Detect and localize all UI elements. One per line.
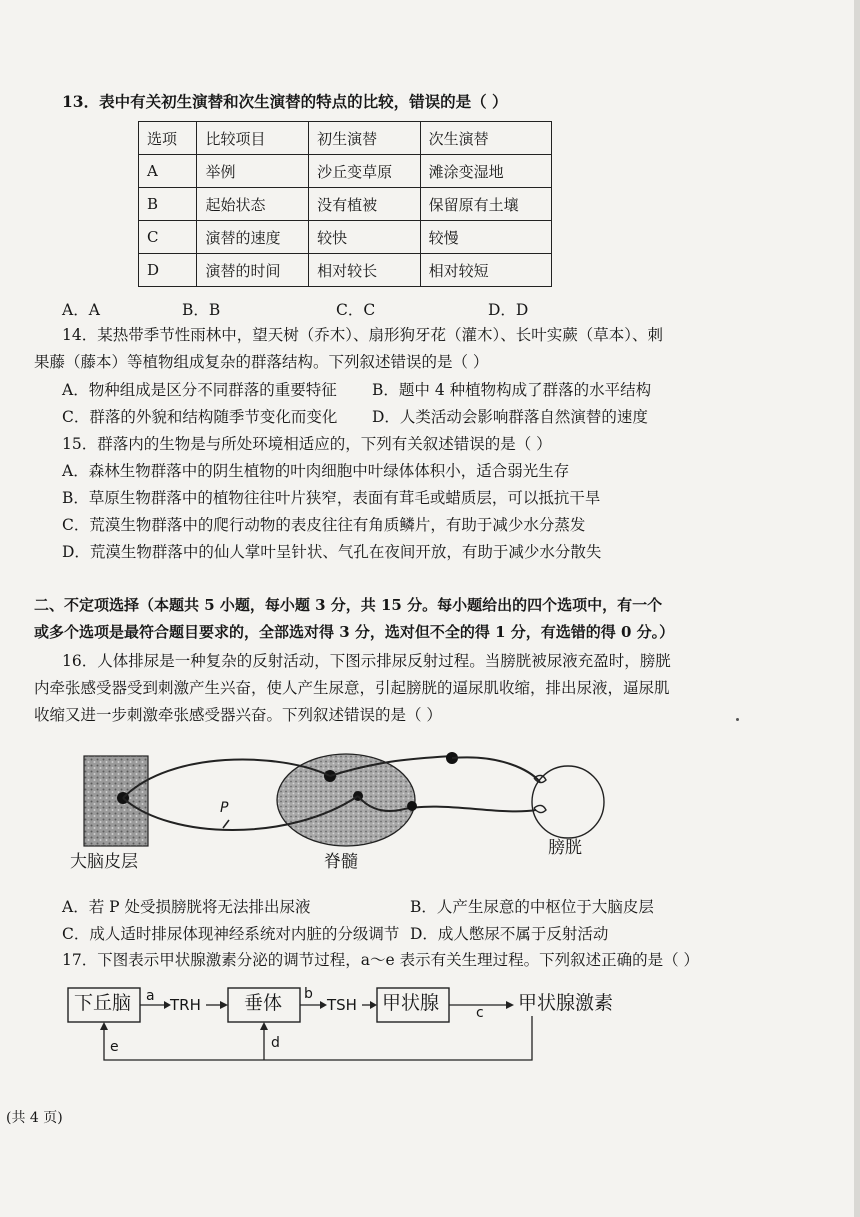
q16-stem-line1: 16．人体排尿是一种复杂的反射活动，下图示排尿反射过程。当膀胱被尿液充盈时，膀胱 [62,652,671,670]
p-label: P [220,800,229,816]
q14-option-d: D．人类活动会影响群落自然演替的速度 [372,408,648,426]
table-header-row [139,122,552,155]
table-header-cell: 选项 [139,122,197,155]
label-e: e [110,1039,119,1055]
scan-edge [854,0,860,1217]
q13-stem: 13．表中有关初生演替和次生演替的特点的比较，错误的是（ ） [62,92,508,111]
q16-option-b: B．人产生尿意的中枢位于大脑皮层 [410,898,654,916]
table-cell: 相对较短 [420,254,551,287]
q13-option-a: A．A [62,301,100,319]
q14-stem-line2: 果藤（藤本）等植物组成复杂的群落结构。下列叙述错误的是（ ） [34,353,489,371]
table-row [139,221,552,254]
table-cell: D [139,254,197,287]
q16-option-d: D．成人憋尿不属于反射活动 [410,925,609,943]
arrow-b-head [320,1001,327,1009]
q15-option-a: A．森林生物群落中的阴生植物的叶肉细胞中叶绿体体积小，适合弱光生存 [62,462,570,480]
page-footer: (共 4 页) [6,1110,63,1126]
arrow-tsh-head [370,1001,377,1009]
arrow-trh-head [220,1001,228,1009]
afferent-ganglion [407,801,417,811]
table-cell: 演替的速度 [197,221,309,254]
q14-stem-line1: 14．某热带季节性雨林中，望天树（乔木）、扇形狗牙花（灌木）、长叶实蕨（草本）、刺 [62,326,663,344]
spinal-cord-label: 脊髓 [324,852,358,872]
table-cell: 举例 [197,155,309,188]
p-mark [223,820,229,828]
arrow-e-head [100,1022,108,1030]
hypothalamus-label: 下丘脑 [74,992,132,1014]
q16-stem-line2: 内牵张感受器受到刺激产生兴奋，使人产生尿意，引起膀胱的逼尿肌收缩，排出尿液，逼尿肌 [34,679,670,697]
label-c: c [476,1005,484,1021]
q15-option-c: C．荒漠生物群落中的爬行动物的表皮往往有角质鳞片，有助于减少水分蒸发 [62,516,586,534]
q14-option-b: B．题中 4 种植物构成了群落的水平结构 [372,381,652,399]
table-header-cell: 比较项目 [197,122,309,155]
table-header-cell: 次生演替 [420,122,551,155]
cerebral-cortex-label: 大脑皮层 [70,852,138,872]
section-2-heading-line1: 二、不定项选择（本题共 5 小题，每小题 3 分，共 15 分。每小题给出的四个选项中，有一个 [34,596,663,614]
q13-option-b: B．B [182,301,221,319]
tsh-label: TSH [327,996,357,1014]
table-cell: 滩涂变湿地 [420,155,551,188]
trh-label: TRH [170,996,201,1014]
label-b: b [304,986,313,1002]
q16-stem-line3: 收缩又进一步刺激牵张感受器兴奋。下列叙述错误的是（ ） [34,706,442,724]
q16-option-a: A．若 P 处受损膀胱将无法排出尿液 [62,898,311,916]
thyroid-hormone-label: 甲状腺激素 [518,992,614,1014]
feedback-line [104,1016,532,1060]
table-cell: 演替的时间 [197,254,309,287]
q14-option-c: C．群落的外貌和结构随季节变化而变化 [62,408,338,426]
arrow-d-head [260,1022,268,1030]
section-2-heading-line2: 或多个选项是最符合题目要求的，全部选对得 3 分，选对但不全的得 1 分，有选错的得 0 分。） [34,623,675,641]
q13-table [138,121,552,287]
arrow-c-head [506,1001,514,1009]
table-cell: 较慢 [420,221,551,254]
table-row [139,254,552,287]
stray-mark [736,718,739,721]
table-cell: C [139,221,197,254]
table-cell: 起始状态 [197,188,309,221]
q17-stem: 17．下图表示甲状腺激素分泌的调节过程，a～e 表示有关生理过程。下列叙述正确的是（ ） [62,951,699,969]
spinal-cord-ellipse [277,754,415,846]
table-cell: 相对较长 [309,254,421,287]
cerebral-cortex-block [84,756,148,846]
q14-option-a: A．物种组成是区分不同群落的重要特征 [62,381,337,399]
q16-option-c: C．成人适时排尿体现神经系统对内脏的分级调节 [62,925,400,943]
table-cell: 没有植被 [309,188,421,221]
thyroid-label: 甲状腺 [382,992,440,1014]
label-a: a [146,988,155,1004]
pituitary-label: 垂体 [244,992,283,1014]
table-cell: A [139,155,197,188]
table-cell: 保留原有土壤 [420,188,551,221]
table-row [139,155,552,188]
table-header-cell: 初生演替 [309,122,421,155]
label-d: d [271,1035,280,1051]
q13-option-d: D．D [488,301,529,319]
table-cell: 较快 [309,221,421,254]
q15-option-d: D．荒漠生物群落中的仙人掌叶呈针状、气孔在夜间开放，有助于减少水分散失 [62,543,602,561]
table-cell: B [139,188,197,221]
table-row [139,188,552,221]
q15-option-b: B．草原生物群落中的植物往往叶片狭窄，表面有茸毛或蜡质层，可以抵抗干旱 [62,489,601,507]
efferent-to-bladder [452,757,540,782]
bladder-label: 膀胱 [548,838,582,858]
table-cell: 沙丘变草原 [309,155,421,188]
q15-stem: 15．群落内的生物是与所处环境相适应的，下列有关叙述错误的是（ ） [62,435,552,453]
q13-option-c: C．C [336,301,376,319]
